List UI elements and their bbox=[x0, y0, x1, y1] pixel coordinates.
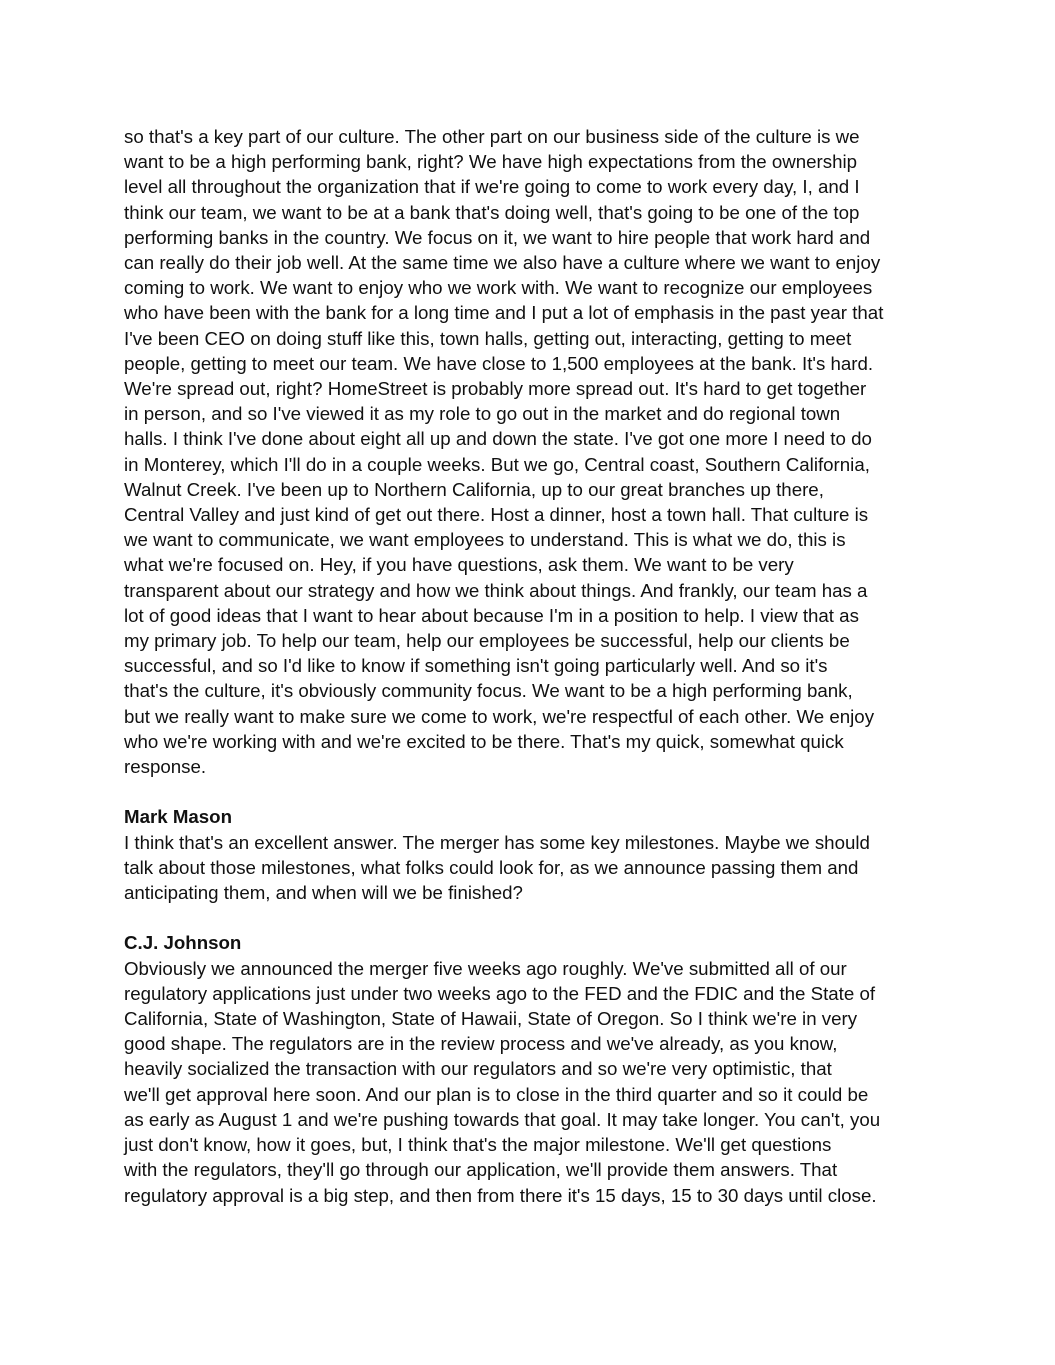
speaker-name: C.J. Johnson bbox=[124, 932, 242, 954]
speaker-name: Mark Mason bbox=[124, 806, 233, 828]
transcript-page bbox=[124, 124, 936, 1208]
transcript-paragraph: I think that's an excellent answer. The merger has some key milestones. Maybe we should talk about those milestones, what folks could look for, as we announce passing them and anticipating them, and when will we be finished? bbox=[124, 831, 870, 904]
transcript-paragraph: Obviously we announced the merger five weeks ago roughly. We've submitted all of our regulatory applications just under two weeks ago to the FED and the FDIC and the State of California, State of Washington, State of Hawaii, State of Oregon. So I think we're in very good shape. The regulators are in the review process and we've already, as you know, heavily socialized the transaction with our regulators and so we're very optimistic, that we'll get approval here soon. And our plan is to close in the third quarter and so it could be as early as August 1 and we're pushing towards that goal. It may take longer. You can't, you just don't know, how it goes, but, I think that's the major milestone. We'll get questions with the regulators, they'll go through our application, we'll provide them answers. That regulatory approval is a big step, and then from there it's 15 days, 15 to 30 days until close. bbox=[124, 957, 881, 1206]
transcript-paragraph: so that's a key part of our culture. The other part on our business side of the culture is we want to be a high performing bank, right? We have high expectations from the ownership level all throughout the organization that if we're going to come to work every day, I, and I think our team, we want to be at a bank that's doing well, that's going to be one of the top performing banks in the country. We focus on it, we want to hire people that work hard and can really do their job well. At the same time we also have a culture where we want to enjoy coming to work. We want to enjoy who we work with. We want to recognize our employees who have been with the bank for a long time and I put a lot of emphasis in the past year that I've been CEO on doing stuff like this, town halls, getting out, interacting, getting to meet people, getting to meet our team. We have close to 1,500 employees at the bank. It's hard. We're spread out, right? HomeStreet is probably more spread out. It's hard to get together in person, and so I've viewed it as my role to go out in the market and do regional town halls. I think I've done about eight all up and down the state. I've got one more I need to do in Monterey, which I'll do in a couple weeks. But we go, Central coast, Southern California, Walnut Creek. I've been up to Northern California, up to our great branches up there, Central Valley and just kind of get out there. Host a dinner, host a town hall. That culture is we want to communicate, we want employees to understand. This is what we do, this is what we're focused on. Hey, if you have questions, ask them. We want to be very transparent about our strategy and how we think about things. And frankly, our team has a lot of good ideas that I want to hear about because I'm in a position to help. I view that as my primary job. To help our team, help our employees be successful, help our clients be successful, and so I'd like to know if something isn't going particularly well. And so it's that's the culture, it's obviously community focus. We want to be a high performing bank, but we really want to make sure we come to work, we're respectful of each other. We enjoy who we're working with and we're excited to be there. That's my quick, somewhat quick response. bbox=[124, 126, 884, 778]
